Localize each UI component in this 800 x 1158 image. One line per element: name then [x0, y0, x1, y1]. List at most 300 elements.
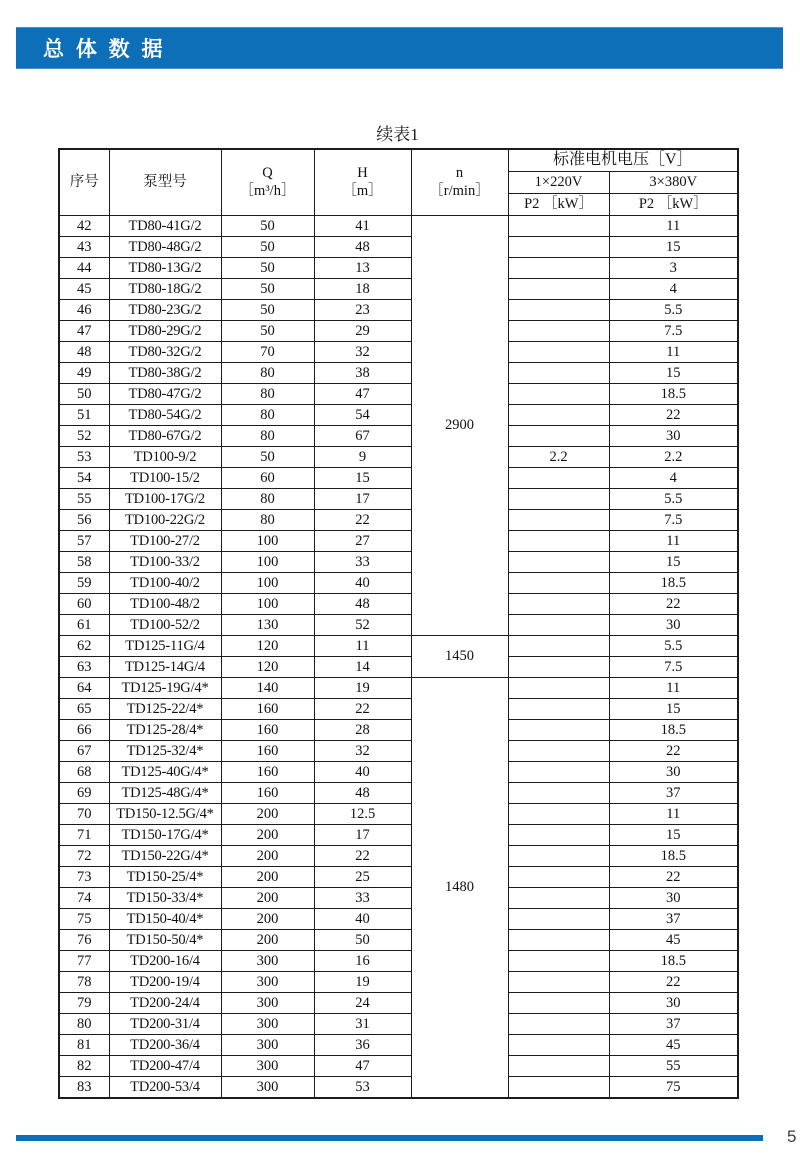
- cell-no: 79: [59, 993, 109, 1014]
- cell-h: 17: [314, 825, 411, 846]
- cell-q: 300: [221, 972, 314, 993]
- cell-model: TD80-54G/2: [109, 405, 221, 426]
- cell-p2-380: 30: [609, 615, 738, 636]
- table-row: [59, 678, 738, 699]
- cell-q: 50: [221, 237, 314, 258]
- cell-h: 13: [314, 258, 411, 279]
- table-row: [59, 1014, 738, 1035]
- cell-no: 83: [59, 1077, 109, 1099]
- header-q-symbol: Q: [262, 165, 273, 182]
- cell-h: 12.5: [314, 804, 411, 825]
- cell-q: 50: [221, 321, 314, 342]
- cell-no: 77: [59, 951, 109, 972]
- cell-p2-220: [508, 678, 609, 699]
- cell-no: 51: [59, 405, 109, 426]
- cell-p2-220: [508, 741, 609, 762]
- cell-model: TD200-47/4: [109, 1056, 221, 1077]
- cell-n-speed: 1450: [411, 636, 508, 678]
- cell-q: 50: [221, 216, 314, 237]
- cell-p2-220: [508, 1077, 609, 1099]
- cell-h: 16: [314, 951, 411, 972]
- cell-q: 300: [221, 1077, 314, 1099]
- cell-model: TD80-32G/2: [109, 342, 221, 363]
- cell-h: 11: [314, 636, 411, 657]
- table-row: [59, 783, 738, 804]
- table-row: [59, 468, 738, 489]
- table-row: [59, 405, 738, 426]
- cell-model: TD125-40G/4*: [109, 762, 221, 783]
- cell-no: 76: [59, 930, 109, 951]
- cell-p2-220: [508, 1035, 609, 1056]
- table-row: [59, 279, 738, 300]
- table-row: [59, 216, 738, 237]
- cell-p2-380: 2.2: [609, 447, 738, 468]
- cell-p2-220: [508, 804, 609, 825]
- cell-p2-380: 5.5: [609, 489, 738, 510]
- table-row: [59, 1035, 738, 1056]
- cell-h: 15: [314, 468, 411, 489]
- cell-model: TD80-41G/2: [109, 216, 221, 237]
- cell-no: 73: [59, 867, 109, 888]
- cell-q: 300: [221, 951, 314, 972]
- cell-p2-220: [508, 363, 609, 384]
- cell-model: TD200-19/4: [109, 972, 221, 993]
- cell-p2-380: 11: [609, 531, 738, 552]
- cell-no: 47: [59, 321, 109, 342]
- cell-model: TD100-9/2: [109, 447, 221, 468]
- cell-model: TD150-50/4*: [109, 930, 221, 951]
- cell-p2-380: 3: [609, 258, 738, 279]
- table-row: [59, 699, 738, 720]
- cell-no: 59: [59, 573, 109, 594]
- cell-p2-220: [508, 720, 609, 741]
- cell-p2-380: 11: [609, 342, 738, 363]
- table-row: [59, 531, 738, 552]
- cell-no: 63: [59, 657, 109, 678]
- cell-p2-380: 5.5: [609, 300, 738, 321]
- cell-q: 80: [221, 363, 314, 384]
- cell-no: 75: [59, 909, 109, 930]
- footer-rule: [16, 1135, 763, 1141]
- cell-p2-220: [508, 825, 609, 846]
- cell-p2-380: 18.5: [609, 951, 738, 972]
- cell-q: 160: [221, 699, 314, 720]
- cell-q: 50: [221, 447, 314, 468]
- cell-p2-380: 22: [609, 972, 738, 993]
- cell-q: 80: [221, 510, 314, 531]
- cell-q: 200: [221, 888, 314, 909]
- cell-q: 120: [221, 657, 314, 678]
- cell-p2-220: [508, 342, 609, 363]
- cell-no: 43: [59, 237, 109, 258]
- cell-h: 23: [314, 300, 411, 321]
- cell-no: 54: [59, 468, 109, 489]
- cell-h: 52: [314, 615, 411, 636]
- header-voltage-220: 1×220V: [508, 172, 609, 194]
- cell-h: 48: [314, 237, 411, 258]
- cell-q: 300: [221, 1035, 314, 1056]
- header-model: 泵型号: [109, 149, 221, 216]
- cell-q: 80: [221, 405, 314, 426]
- cell-q: 200: [221, 846, 314, 867]
- cell-p2-220: [508, 594, 609, 615]
- page-number: 5: [787, 1127, 797, 1146]
- cell-no: 69: [59, 783, 109, 804]
- cell-p2-220: [508, 783, 609, 804]
- table-row: [59, 888, 738, 909]
- cell-no: 80: [59, 1014, 109, 1035]
- cell-no: 70: [59, 804, 109, 825]
- cell-q: 100: [221, 531, 314, 552]
- cell-h: 41: [314, 216, 411, 237]
- table-header: [59, 149, 738, 216]
- cell-no: 62: [59, 636, 109, 657]
- cell-model: TD150-17G/4*: [109, 825, 221, 846]
- cell-no: 52: [59, 426, 109, 447]
- cell-p2-380: 7.5: [609, 321, 738, 342]
- cell-p2-220: [508, 993, 609, 1014]
- table-row: [59, 720, 738, 741]
- table-row: [59, 321, 738, 342]
- cell-model: TD80-38G/2: [109, 363, 221, 384]
- table-row: [59, 930, 738, 951]
- cell-p2-380: 18.5: [609, 846, 738, 867]
- cell-q: 100: [221, 594, 314, 615]
- table-row: [59, 909, 738, 930]
- cell-p2-380: 4: [609, 468, 738, 489]
- table-row: [59, 1056, 738, 1077]
- cell-n-speed: 1480: [411, 678, 508, 1099]
- cell-q: 50: [221, 279, 314, 300]
- table-row: [59, 825, 738, 846]
- table-row: [59, 951, 738, 972]
- header-h: [314, 149, 411, 216]
- cell-no: 65: [59, 699, 109, 720]
- cell-q: 130: [221, 615, 314, 636]
- cell-no: 61: [59, 615, 109, 636]
- cell-q: 80: [221, 384, 314, 405]
- cell-q: 300: [221, 1014, 314, 1035]
- header-q: [221, 149, 314, 216]
- cell-p2-380: 4: [609, 279, 738, 300]
- cell-p2-380: 7.5: [609, 657, 738, 678]
- cell-p2-220: [508, 531, 609, 552]
- cell-model: TD200-16/4: [109, 951, 221, 972]
- table-row: [59, 594, 738, 615]
- cell-h: 47: [314, 1056, 411, 1077]
- cell-no: 55: [59, 489, 109, 510]
- cell-model: TD100-17G/2: [109, 489, 221, 510]
- cell-no: 46: [59, 300, 109, 321]
- cell-p2-220: [508, 909, 609, 930]
- cell-h: 33: [314, 552, 411, 573]
- table-row: [59, 762, 738, 783]
- cell-p2-380: 7.5: [609, 510, 738, 531]
- cell-h: 36: [314, 1035, 411, 1056]
- cell-no: 82: [59, 1056, 109, 1077]
- cell-h: 54: [314, 405, 411, 426]
- cell-p2-220: [508, 762, 609, 783]
- cell-q: 160: [221, 762, 314, 783]
- cell-p2-220: [508, 426, 609, 447]
- cell-no: 48: [59, 342, 109, 363]
- cell-no: 71: [59, 825, 109, 846]
- table-row: [59, 426, 738, 447]
- cell-p2-380: 30: [609, 888, 738, 909]
- cell-p2-220: [508, 657, 609, 678]
- cell-no: 49: [59, 363, 109, 384]
- cell-q: 200: [221, 930, 314, 951]
- cell-no: 42: [59, 216, 109, 237]
- table-row: [59, 342, 738, 363]
- table-row: [59, 741, 738, 762]
- cell-n-speed: 2900: [411, 216, 508, 636]
- cell-model: TD100-52/2: [109, 615, 221, 636]
- cell-h: 19: [314, 972, 411, 993]
- table-row: [59, 657, 738, 678]
- cell-p2-380: 22: [609, 594, 738, 615]
- cell-p2-220: [508, 867, 609, 888]
- cell-q: 100: [221, 573, 314, 594]
- cell-p2-220: [508, 636, 609, 657]
- cell-q: 80: [221, 489, 314, 510]
- cell-model: TD100-15/2: [109, 468, 221, 489]
- table-row: [59, 972, 738, 993]
- cell-q: 50: [221, 300, 314, 321]
- cell-model: TD150-25/4*: [109, 867, 221, 888]
- cell-h: 48: [314, 594, 411, 615]
- cell-no: 67: [59, 741, 109, 762]
- cell-p2-380: 11: [609, 678, 738, 699]
- cell-h: 9: [314, 447, 411, 468]
- table-row: [59, 615, 738, 636]
- table-row: [59, 867, 738, 888]
- table-caption: 续表1: [376, 125, 419, 144]
- cell-p2-380: 15: [609, 699, 738, 720]
- cell-model: TD125-48G/4*: [109, 783, 221, 804]
- cell-q: 200: [221, 825, 314, 846]
- header-h-unit: ［m］: [342, 182, 383, 199]
- cell-h: 31: [314, 1014, 411, 1035]
- cell-model: TD150-33/4*: [109, 888, 221, 909]
- cell-model: TD80-18G/2: [109, 279, 221, 300]
- cell-h: 18: [314, 279, 411, 300]
- cell-q: 300: [221, 1056, 314, 1077]
- cell-model: TD80-29G/2: [109, 321, 221, 342]
- cell-h: 47: [314, 384, 411, 405]
- cell-q: 160: [221, 783, 314, 804]
- header-voltage-group: 标准电机电压［V］: [508, 149, 738, 172]
- cell-no: 72: [59, 846, 109, 867]
- cell-model: TD200-31/4: [109, 1014, 221, 1035]
- cell-p2-220: [508, 930, 609, 951]
- cell-p2-220: [508, 300, 609, 321]
- table-row: [59, 447, 738, 468]
- cell-q: 50: [221, 258, 314, 279]
- cell-no: 53: [59, 447, 109, 468]
- table-row: [59, 636, 738, 657]
- cell-no: 58: [59, 552, 109, 573]
- cell-h: 40: [314, 762, 411, 783]
- cell-model: TD80-67G/2: [109, 426, 221, 447]
- header-q-unit: ［m³/h］: [239, 182, 296, 199]
- cell-p2-380: 37: [609, 1014, 738, 1035]
- cell-no: 74: [59, 888, 109, 909]
- cell-p2-380: 15: [609, 363, 738, 384]
- table-body: [59, 216, 738, 1099]
- cell-model: TD125-22/4*: [109, 699, 221, 720]
- cell-p2-220: [508, 846, 609, 867]
- section-banner: [16, 27, 783, 69]
- cell-h: 22: [314, 846, 411, 867]
- cell-no: 81: [59, 1035, 109, 1056]
- cell-q: 200: [221, 867, 314, 888]
- cell-p2-220: [508, 615, 609, 636]
- cell-p2-380: 11: [609, 804, 738, 825]
- table-row: [59, 300, 738, 321]
- cell-p2-220: [508, 888, 609, 909]
- cell-no: 64: [59, 678, 109, 699]
- cell-h: 24: [314, 993, 411, 1014]
- cell-h: 19: [314, 678, 411, 699]
- cell-h: 27: [314, 531, 411, 552]
- cell-h: 32: [314, 741, 411, 762]
- cell-p2-220: [508, 972, 609, 993]
- pump-data-table: [58, 148, 739, 1099]
- table-row: [59, 573, 738, 594]
- cell-no: 50: [59, 384, 109, 405]
- cell-p2-220: [508, 405, 609, 426]
- cell-no: 60: [59, 594, 109, 615]
- cell-model: TD150-22G/4*: [109, 846, 221, 867]
- cell-no: 57: [59, 531, 109, 552]
- cell-model: TD100-22G/2: [109, 510, 221, 531]
- cell-p2-380: 11: [609, 216, 738, 237]
- table-row: [59, 993, 738, 1014]
- cell-model: TD80-47G/2: [109, 384, 221, 405]
- cell-p2-220: [508, 552, 609, 573]
- cell-no: 56: [59, 510, 109, 531]
- cell-p2-220: [508, 237, 609, 258]
- cell-p2-220: [508, 489, 609, 510]
- cell-q: 300: [221, 993, 314, 1014]
- table-row: [59, 846, 738, 867]
- cell-q: 160: [221, 741, 314, 762]
- cell-p2-380: 45: [609, 1035, 738, 1056]
- cell-model: TD100-40/2: [109, 573, 221, 594]
- cell-p2-380: 22: [609, 741, 738, 762]
- cell-p2-380: 22: [609, 405, 738, 426]
- cell-model: TD100-33/2: [109, 552, 221, 573]
- cell-q: 200: [221, 804, 314, 825]
- cell-model: TD125-14G/4: [109, 657, 221, 678]
- cell-h: 28: [314, 720, 411, 741]
- cell-p2-220: 2.2: [508, 447, 609, 468]
- cell-no: 44: [59, 258, 109, 279]
- cell-p2-220: [508, 699, 609, 720]
- table-row: [59, 489, 738, 510]
- cell-model: TD125-28/4*: [109, 720, 221, 741]
- cell-model: TD200-36/4: [109, 1035, 221, 1056]
- cell-model: TD150-40/4*: [109, 909, 221, 930]
- cell-model: TD125-32/4*: [109, 741, 221, 762]
- cell-q: 160: [221, 720, 314, 741]
- header-n: [411, 149, 508, 216]
- cell-h: 14: [314, 657, 411, 678]
- cell-model: TD200-24/4: [109, 993, 221, 1014]
- header-p2-380: P2 ［kW］: [609, 194, 738, 216]
- cell-p2-380: 18.5: [609, 384, 738, 405]
- cell-h: 32: [314, 342, 411, 363]
- cell-p2-380: 30: [609, 762, 738, 783]
- cell-q: 100: [221, 552, 314, 573]
- cell-q: 60: [221, 468, 314, 489]
- cell-model: TD100-48/2: [109, 594, 221, 615]
- cell-no: 45: [59, 279, 109, 300]
- cell-model: TD200-53/4: [109, 1077, 221, 1099]
- cell-h: 25: [314, 867, 411, 888]
- cell-q: 70: [221, 342, 314, 363]
- cell-model: TD80-48G/2: [109, 237, 221, 258]
- cell-no: 78: [59, 972, 109, 993]
- table-row: [59, 510, 738, 531]
- cell-h: 40: [314, 573, 411, 594]
- cell-p2-220: [508, 510, 609, 531]
- cell-p2-380: 18.5: [609, 720, 738, 741]
- cell-p2-380: 30: [609, 426, 738, 447]
- cell-h: 22: [314, 699, 411, 720]
- cell-p2-220: [508, 258, 609, 279]
- cell-no: 68: [59, 762, 109, 783]
- cell-p2-380: 15: [609, 237, 738, 258]
- cell-p2-380: 75: [609, 1077, 738, 1099]
- cell-p2-220: [508, 1014, 609, 1035]
- cell-p2-220: [508, 216, 609, 237]
- cell-p2-380: 55: [609, 1056, 738, 1077]
- cell-p2-220: [508, 279, 609, 300]
- cell-model: TD80-23G/2: [109, 300, 221, 321]
- cell-no: 66: [59, 720, 109, 741]
- cell-model: TD125-19G/4*: [109, 678, 221, 699]
- cell-p2-220: [508, 321, 609, 342]
- cell-model: TD125-11G/4: [109, 636, 221, 657]
- table-row: [59, 552, 738, 573]
- cell-p2-380: 45: [609, 930, 738, 951]
- cell-h: 29: [314, 321, 411, 342]
- cell-p2-220: [508, 468, 609, 489]
- header-n-unit: ［r/min］: [429, 182, 490, 199]
- cell-p2-380: 37: [609, 783, 738, 804]
- cell-p2-380: 22: [609, 867, 738, 888]
- table-row: [59, 804, 738, 825]
- header-n-symbol: n: [455, 165, 464, 182]
- section-banner-title: 总 体 数 据: [43, 38, 166, 61]
- table-row: [59, 363, 738, 384]
- cell-p2-380: 15: [609, 552, 738, 573]
- cell-p2-220: [508, 1056, 609, 1077]
- header-voltage-380: 3×380V: [609, 172, 738, 194]
- cell-q: 120: [221, 636, 314, 657]
- cell-q: 140: [221, 678, 314, 699]
- cell-p2-380: 30: [609, 993, 738, 1014]
- header-no: 序号: [59, 149, 109, 216]
- header-h-symbol: H: [357, 165, 368, 182]
- table-row: [59, 258, 738, 279]
- cell-p2-380: 18.5: [609, 573, 738, 594]
- header-p2-220: P2 ［kW］: [508, 194, 609, 216]
- cell-h: 33: [314, 888, 411, 909]
- cell-h: 40: [314, 909, 411, 930]
